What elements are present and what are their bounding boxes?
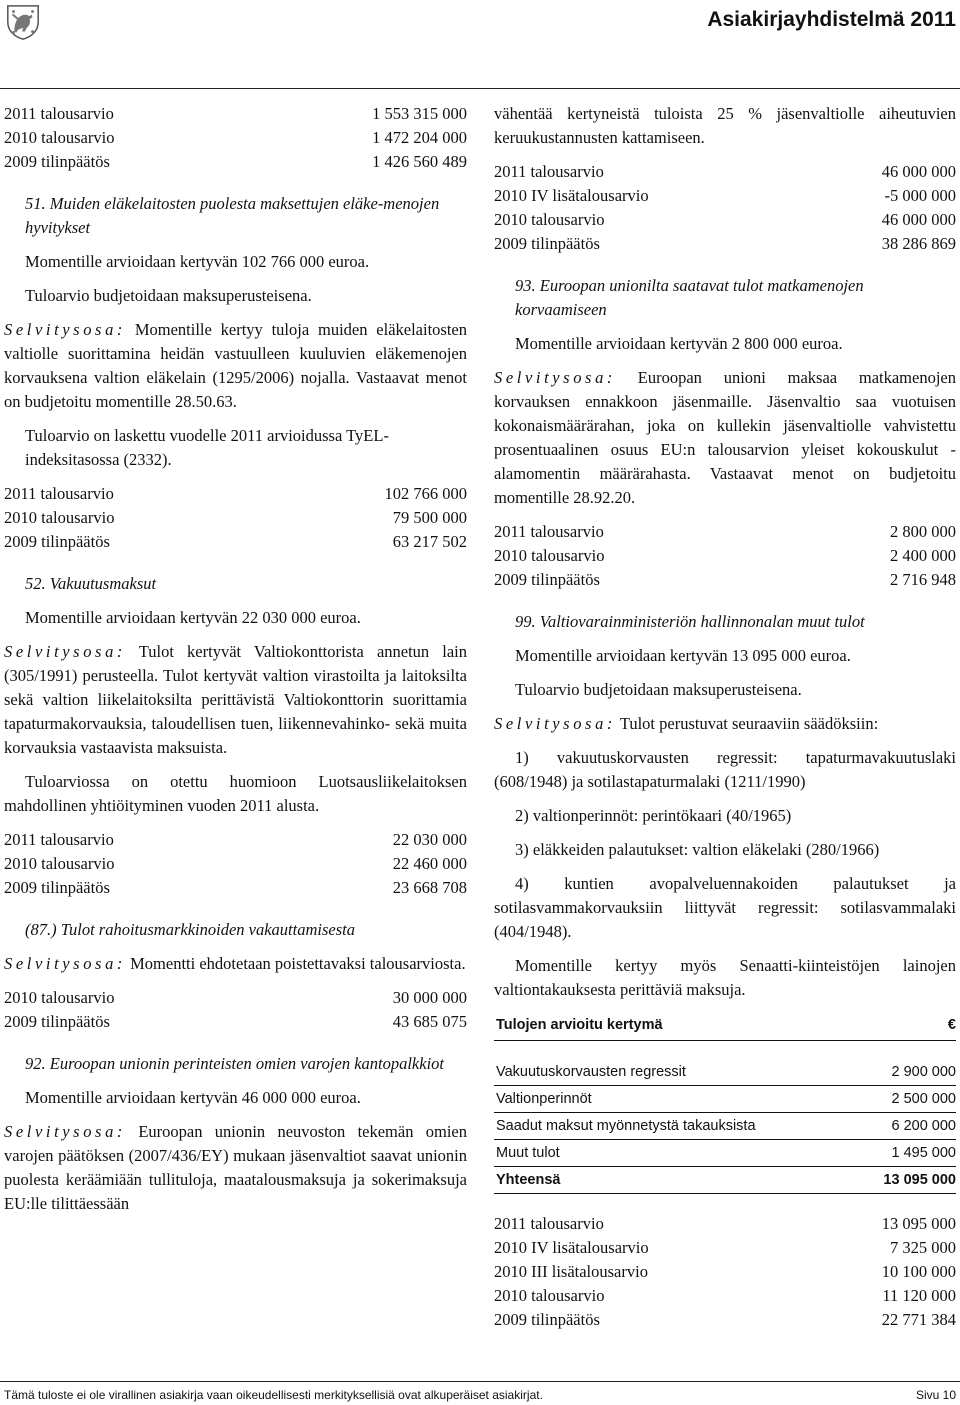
table-row: 2010 talousarvio 1 472 204 000 (4, 128, 467, 147)
table-row: 2011 talousarvio 13 095 000 (494, 1214, 956, 1233)
list-item: 2) valtionperinnöt: perintökaari (40/1965) (515, 806, 792, 825)
list-item: 1) vakuutuskorvausten regressit: tapaturmavakuutuslaki (608/1948) ja sotilastapaturmalaki (1211/1990) (494, 748, 956, 791)
right-column (494, 102, 956, 1342)
section-heading-93: 93. Euroopan unionilta saatavat tulot matkamenojen korvaamiseen (515, 276, 864, 319)
table-row: Muut tulot 1 495 000 (494, 1140, 956, 1167)
table-header: Tulojen arvioitu kertymä € (494, 1012, 956, 1041)
table-row: Saadut maksut myönnetystä takauksista 6 200 000 (494, 1113, 956, 1140)
table-row: 2010 talousarvio 79 500 000 (4, 508, 467, 527)
footer-divider (0, 1381, 960, 1382)
left-column (4, 102, 467, 1226)
table-row: 2010 talousarvio 46 000 000 (494, 210, 956, 229)
paragraph: Tuloarviossa on otettu huomioon Luotsausliikelaitoksen mahdollinen yhtiöityminen vuoden 2011 alusta. (4, 772, 467, 815)
table-row: 2010 III lisätalousarvio 10 100 000 (494, 1262, 956, 1281)
selvitysosa-label: Selvitysosa: (4, 320, 127, 339)
table-row: Valtionperinnöt 2 500 000 (494, 1086, 956, 1113)
section-heading-99: 99. Valtiovarainministeriön hallinnonalan muut tulot (515, 612, 865, 631)
paragraph: Momentille arvioidaan kertyvän 13 095 000 euroa. (515, 646, 851, 665)
euro-unit: € (947, 1017, 956, 1033)
document-title: Asiakirjayhdistelmä 2011 (707, 8, 956, 31)
section-heading-51: 51. Muiden eläkelaitosten puolesta maksettujen eläke-menojen hyvitykset (25, 194, 440, 237)
budget-table (4, 986, 467, 1034)
paragraph: Tuloarvio budjetoidaan maksuperusteisena. (515, 680, 802, 699)
budget-table (4, 482, 467, 554)
revenue-estimate-table (494, 1012, 956, 1194)
table-row: 2011 talousarvio 2 800 000 (494, 522, 956, 541)
paragraph: Momentille arvioidaan kertyvän 2 800 000 euroa. (515, 334, 843, 353)
table-row: 2009 tilinpäätös 2 716 948 (494, 570, 956, 589)
explanation-paragraph: Selvitysosa: Tulot perustuvat seuraaviin säädöksiin: (494, 714, 879, 733)
selvitysosa-label: Selvitysosa: (4, 954, 127, 973)
budget-table (494, 160, 956, 256)
budget-table (494, 1212, 956, 1332)
explanation-paragraph: Selvitysosa: Euroopan unionin neuvoston tekemän omien varojen päätöksen (2007/436/EY) mukaan jäsenvaltiot saavat unionin puolesta keräämiään tullituloja, maatalousmaksuja ja sokerimaksuja EU:lle tilittäessään (4, 1122, 468, 1213)
table-row: 2010 talousarvio 22 460 000 (4, 854, 467, 873)
section-heading-87: (87.) Tulot rahoitusmarkkinoiden vakauttamisesta (25, 920, 355, 939)
footer-disclaimer: Tämä tuloste ei ole virallinen asiakirja vaan oikeudellisesti merkityksellisiä ovat alkuperäiset asiakirjat. (4, 1388, 543, 1402)
lion-crest-icon (4, 3, 42, 41)
table-row: 2011 talousarvio 22 030 000 (4, 830, 467, 849)
paragraph: vähentää kertyneistä tuloista 25 % jäsenvaltiolle aiheutuvien keruukustannusten kattamiseen. (494, 104, 956, 147)
page-footer (4, 1387, 956, 1403)
table-row: 2009 tilinpäätös 1 426 560 489 (4, 152, 467, 171)
table-row: 2009 tilinpäätös 38 286 869 (494, 234, 956, 253)
list-item: 4) kuntien avopalveluennakoiden palautukset ja sotilasvammakorvauksiin liittyvät regressit: sotilasvammalaki (404/1948). (494, 874, 956, 941)
selvitysosa-label: Selvitysosa: (4, 1122, 127, 1141)
selvitysosa-label: Selvitysosa: (494, 714, 617, 733)
table-row: 2009 tilinpäätös 43 685 075 (4, 1012, 467, 1031)
explanation-paragraph: Selvitysosa: Momentti ehdotetaan poistettavaksi talousarviosta. (4, 954, 466, 973)
paragraph: Momentille arvioidaan kertyvän 102 766 000 euroa. (25, 252, 370, 271)
table-row: 2010 IV lisätalousarvio 7 325 000 (494, 1238, 956, 1257)
table-row: Vakuutuskorvausten regressit 2 900 000 (494, 1059, 956, 1086)
table-row: 2010 talousarvio 2 400 000 (494, 546, 956, 565)
paragraph: Tuloarvio budjetoidaan maksuperusteisena. (25, 286, 312, 305)
budget-table (4, 828, 467, 900)
explanation-paragraph: Selvitysosa: Euroopan unioni maksaa matkamenojen korvauksen ennakkoon jäsenmaille. Jäsenvaltio saa vuotuisen kokonaismäärärahan, joka on kullekin jäsenvaltiolle vahvistettu prosentuaalinen osuus EU:n talousarvion yleiset kokouskulut -alamomentin määrärahasta. Vastaavat menot on budjetoitu momentille 28.92.20. (494, 368, 956, 507)
section-heading-92: 92. Euroopan unionin perinteisten omien varojen kantopalkkiot (25, 1054, 445, 1073)
paragraph: Momentille arvioidaan kertyvän 46 000 000 euroa. (25, 1088, 361, 1107)
selvitysosa-label: Selvitysosa: (494, 368, 617, 387)
page-number: Sivu 10 (915, 1388, 956, 1402)
list-item: 3) eläkkeiden palautukset: valtion eläkelaki (280/1966) (515, 840, 880, 859)
table-row: 2009 tilinpäätös 63 217 502 (4, 532, 467, 551)
paragraph: Momentille arvioidaan kertyvän 22 030 000 euroa. (25, 608, 361, 627)
selvitysosa-label: Selvitysosa: (4, 642, 127, 661)
header-divider (0, 88, 960, 89)
table-row: 2009 tilinpäätös 22 771 384 (494, 1310, 956, 1329)
paragraph: Tuloarvio on laskettu vuodelle 2011 arvioidussa TyEL-indeksitasossa (2332). (25, 426, 389, 469)
table-row: 2010 talousarvio 11 120 000 (494, 1286, 956, 1305)
explanation-paragraph: Selvitysosa: Tulot kertyvät Valtiokonttorista annetun lain (305/1991) perusteella. Tulot kertyvät valtion virastoilta ja laitoksilta sekä valtion liikelaitoksilta perittävistä Valtiokonttorin suorittamia tapaturmakorvauksia, taloudellisen tuen, liikennevahinko- sekä muita korvauksia vastaavista maksuista. (4, 642, 467, 757)
table-row: 2011 talousarvio 46 000 000 (494, 162, 956, 181)
table-row: 2010 talousarvio 30 000 000 (4, 988, 467, 1007)
table-row: 2010 IV lisätalousarvio -5 000 000 (494, 186, 956, 205)
budget-table (494, 520, 956, 592)
budget-table (4, 102, 467, 174)
table-row: 2011 talousarvio 1 553 315 000 (4, 104, 467, 123)
table-total-row: Yhteensä 13 095 000 (494, 1167, 956, 1194)
table-row: 2009 tilinpäätös 23 668 708 (4, 878, 467, 897)
table-row: 2011 talousarvio 102 766 000 (4, 484, 467, 503)
paragraph: Momentille kertyy myös Senaatti-kiinteistöjen lainojen valtiontakauksesta perittäviä maksuja. (494, 956, 956, 999)
section-heading-52: 52. Vakuutusmaksut (25, 574, 157, 593)
explanation-paragraph: Selvitysosa: Momentille kertyy tuloja muiden eläkelaitosten valtiolle suorittamina heidän vastuulleen kuuluvien eläkemenojen korvauksena valtion eläkelain (1295/2006) nojalla. Vastaavat menot on budjetoitu momentille 28.50.63. (4, 320, 467, 411)
page-header (0, 0, 960, 44)
